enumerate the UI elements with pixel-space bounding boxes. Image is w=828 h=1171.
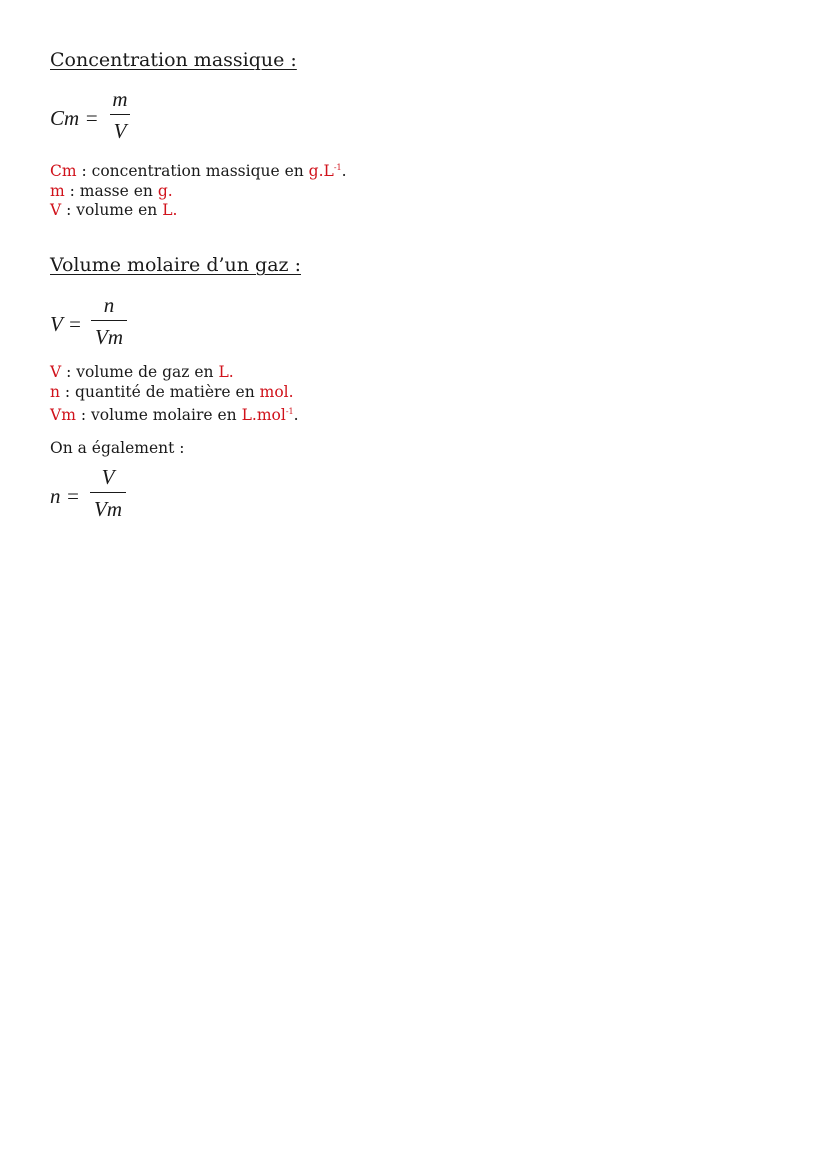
formula-numerator: n xyxy=(103,293,115,317)
definition-line: V : volume en L. xyxy=(50,201,178,219)
definitions-volume-molaire xyxy=(50,363,299,426)
formula-denominator: Vm xyxy=(94,497,122,521)
fraction-bar xyxy=(110,114,130,115)
fraction-bar xyxy=(91,320,127,321)
formula-numerator: m xyxy=(112,87,128,111)
formula-lhs: n xyxy=(50,484,61,508)
definition-line: Cm : concentration massique en $g.L^{-1}$. xyxy=(50,162,347,180)
formula-lhs: V xyxy=(50,312,63,336)
definition-line: Vm : volume molaire en L.mol$^{-1}$. xyxy=(50,406,299,424)
also-text: On a également : xyxy=(50,439,185,457)
formula-lhs: Cm xyxy=(50,106,80,130)
definition-line: m : masse en g. xyxy=(50,181,173,200)
section-title-concentration: Concentration massique : xyxy=(50,49,297,71)
formula-concentration: Cm = m V xyxy=(50,88,170,148)
formula-volume: V = n Vm xyxy=(50,294,170,354)
formula-denominator: Vm xyxy=(95,325,123,349)
definition-line: V : volume de gaz en L. xyxy=(50,363,234,381)
formula-numerator: V xyxy=(101,465,115,489)
formula-moles: n = V Vm xyxy=(50,466,170,526)
definitions-concentration xyxy=(50,158,347,221)
section-title-volume-molaire: Volume molaire d’un gaz : xyxy=(50,254,301,276)
fraction-bar xyxy=(90,492,126,493)
definition-line: n : quantité de matière en mol. xyxy=(50,382,294,401)
formula-denominator: V xyxy=(113,119,127,143)
